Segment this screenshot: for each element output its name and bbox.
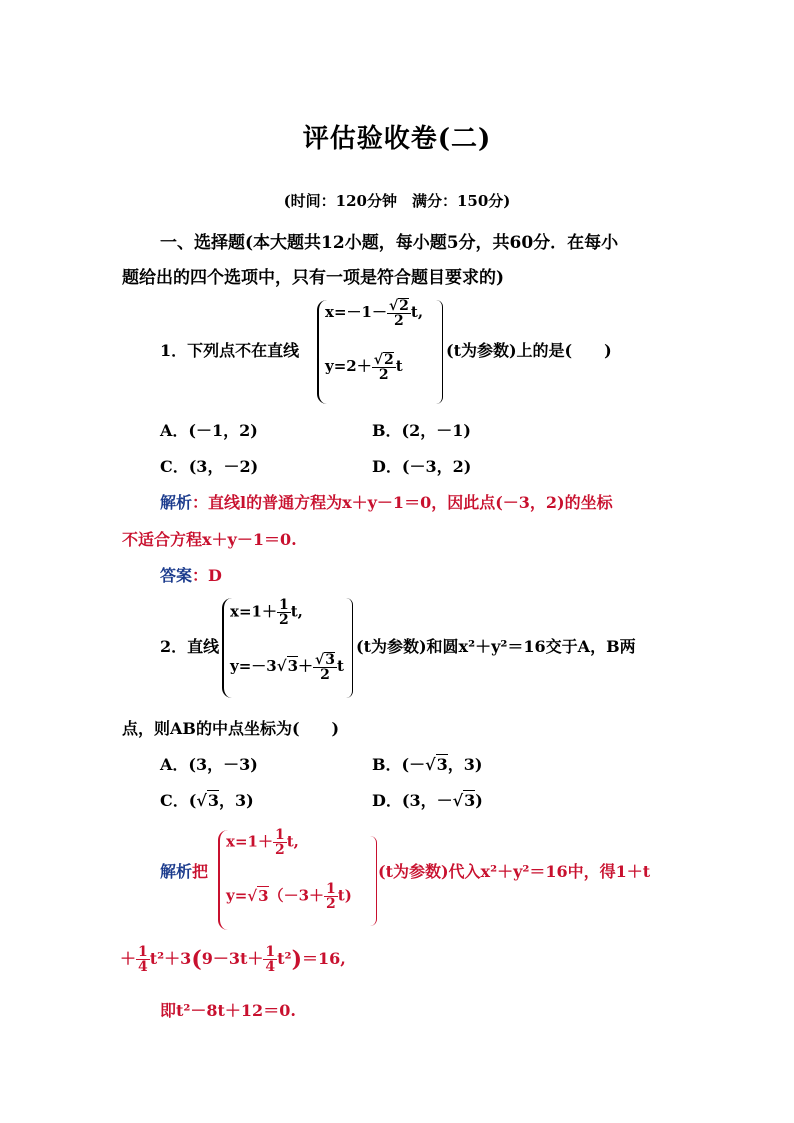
q2-option-c: C．(√3，3) — [160, 791, 254, 810]
q2-analysis-suffix: (t为参数)代入x²＋y²＝16中，得1＋t — [378, 862, 651, 881]
exam-info: (时间：120分钟 满分：150分) — [283, 192, 511, 210]
section-heading-line2: 题给出的四个选项中，只有一项是符合题目要求的) — [122, 268, 505, 288]
q1-option-a: A．(－1，2) — [160, 421, 258, 440]
q1-analysis-label: 解析 — [160, 493, 193, 512]
q2-line2: 点，则AB的中点坐标为( ) — [122, 719, 340, 738]
q2-option-b: B．(－√3，3) — [372, 755, 483, 774]
q1-prefix: 1．下列点不在直线 — [160, 341, 300, 360]
q2-analysis-eq-x: x=1＋ $\frac{1}{2}$ t, — [226, 827, 299, 858]
q2-eq-y: y=－3√3＋ $\frac{√3}{2}$ t — [230, 652, 344, 683]
q2-analysis-eq-y: y=√3（－3＋ $\frac{1}{2}$ t) — [226, 881, 352, 912]
q2-option-d: D．(3，－√3) — [372, 791, 483, 810]
q2-prefix: 2．直线 — [160, 637, 220, 656]
q1-answer: 答案：D — [160, 566, 222, 585]
q2-analysis-line3: ＋ $\frac{1}{4}$ t²＋3(9－3t＋ $\frac{1}{4}$ t²)＝16, — [120, 944, 346, 975]
q1-analysis-line2: 不适合方程x＋y－1＝0. — [122, 530, 297, 549]
q2-suffix: (t为参数)和圆x²＋y²＝16交于A，B两 — [356, 637, 636, 656]
q2-analysis-line4: 即t²－8t＋12＝0. — [160, 1001, 296, 1020]
q1-suffix: (t为参数)上的是( ) — [446, 341, 612, 360]
q1-right-bracket — [436, 300, 443, 404]
q2-right-bracket — [346, 598, 353, 698]
q2-eq-x: x=1＋ $\frac{1}{2}$ t, — [230, 597, 303, 628]
q1-eq-x: x=－1－ $\frac{√2}{2}$ t, — [325, 298, 424, 329]
q1-eq-y: y=2＋ $\frac{√2}{2}$ t — [325, 352, 403, 383]
q2-option-a: A．(3，－3) — [160, 755, 258, 774]
q1-option-d: D．(－3，2) — [372, 457, 472, 476]
q1-option-c: C．(3，－2) — [160, 457, 259, 476]
section-heading-line1: 一、选择题(本大题共12小题，每小题5分，共60分．在每小 — [160, 233, 619, 253]
q1-option-b: B．(2，－1) — [372, 421, 471, 440]
q2-analysis-right-bracket — [370, 836, 377, 926]
q2-analysis-start: 解析把 — [160, 862, 209, 881]
page-title: 评估验收卷(二) — [302, 124, 492, 154]
q1-analysis-line1: 解析：直线l的普通方程为x＋y－1＝0，因此点(－3，2)的坐标 — [160, 493, 613, 512]
